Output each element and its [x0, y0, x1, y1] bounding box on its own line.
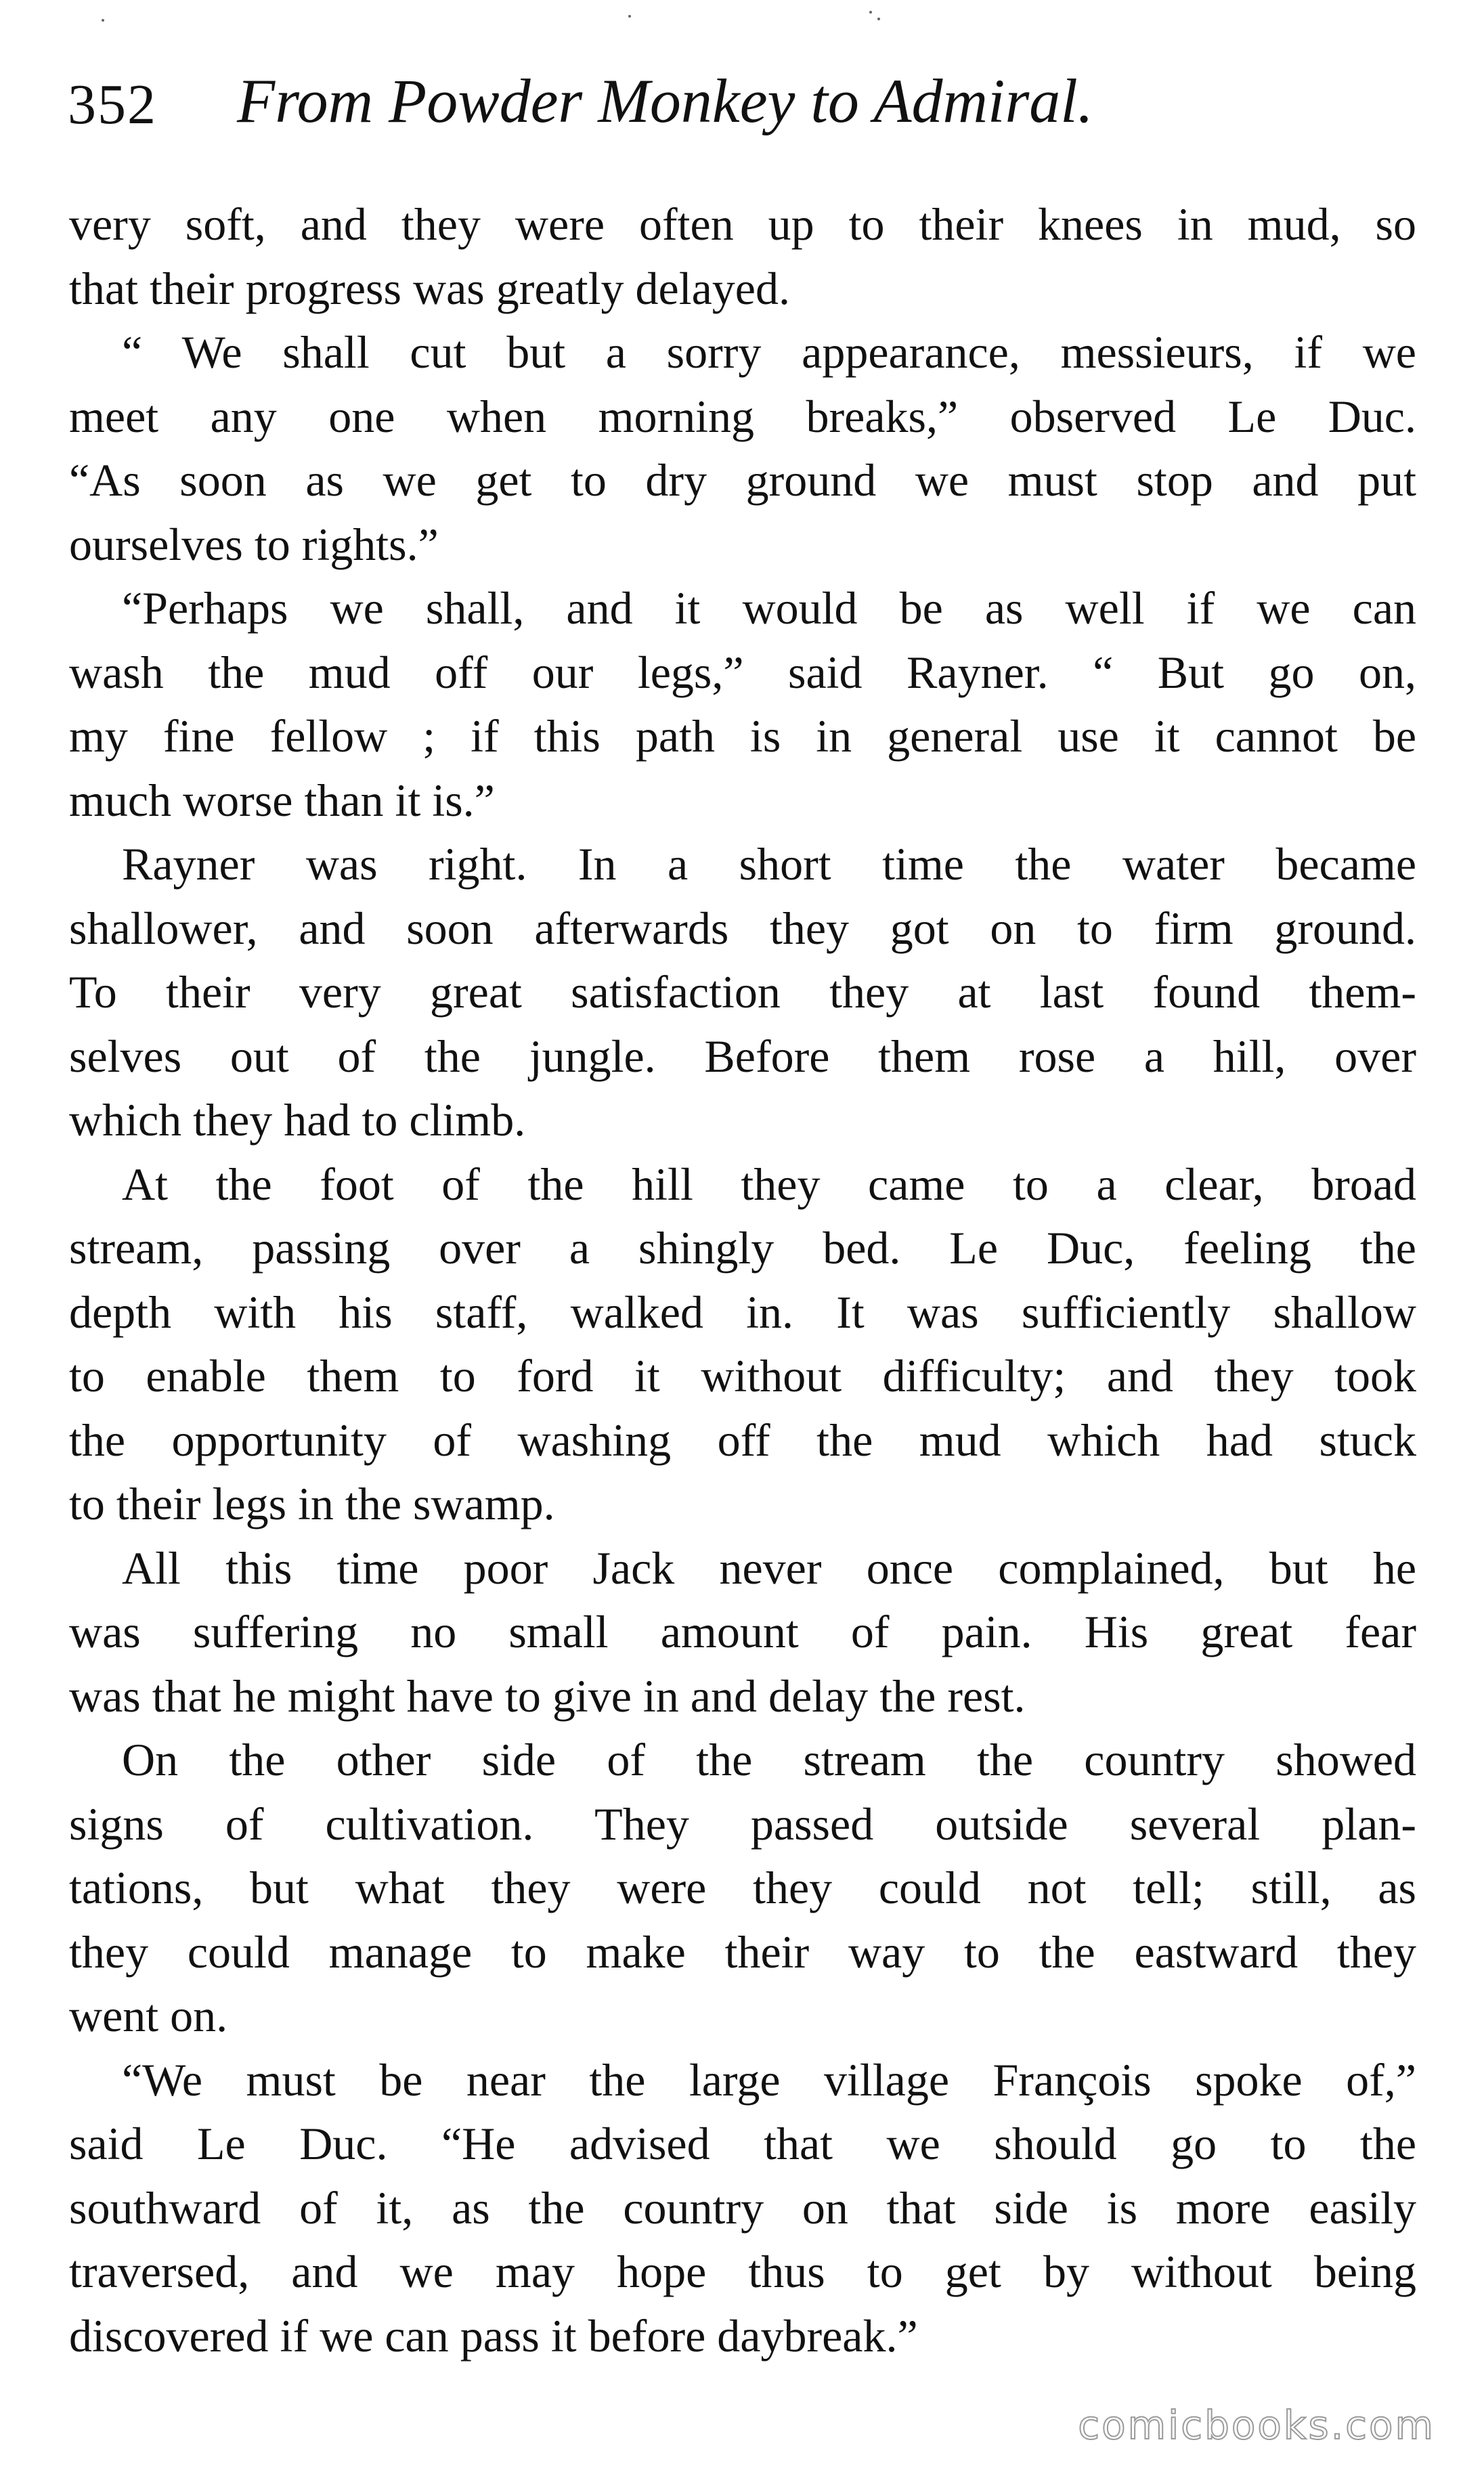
text-line: was that he might have to give in and delay the rest.: [69, 1670, 1026, 1722]
text-line: stream, passing over a shingly bed. Le Duc, feeling the: [69, 1222, 1416, 1274]
text-line: said Le Duc. “He advised that we should go to the: [69, 2118, 1416, 2169]
text-line: much worse than it is.”: [69, 774, 495, 826]
text-line: “As soon as we get to dry ground we must stop and put: [69, 454, 1416, 506]
text-line: On the other side of the stream the country showed: [122, 1734, 1416, 1785]
text-line: which they had to climb.: [69, 1094, 526, 1146]
text-line: Rayner was right. In a short time the water became: [122, 838, 1416, 890]
text-line: tations, but what they were they could not tell; still, as: [69, 1862, 1416, 1913]
text-line: my fine fellow ; if this path is in general use it cannot be: [69, 710, 1416, 762]
text-line: All this time poor Jack never once complained, but he: [122, 1542, 1416, 1594]
text-line: selves out of the jungle. Before them rose a hill, over: [69, 1030, 1416, 1082]
text-line: depth with his staff, walked in. It was sufficiently shallow: [69, 1286, 1416, 1338]
text-line: was suffering no small amount of pain. His great fear: [69, 1606, 1416, 1657]
text-line: very soft, and they were often up to their knees in mud, so: [69, 198, 1416, 250]
text-line: to enable them to ford it without difficulty; and they took: [69, 1350, 1416, 1401]
text-line: discovered if we can pass it before daybreak.”: [69, 2309, 918, 2362]
text-line: went on.: [69, 1990, 228, 2041]
text-line: southward of it, as the country on that side is more easily: [69, 2181, 1416, 2234]
text-line: to their legs in the swamp.: [69, 1478, 555, 1529]
print-speck: [628, 15, 631, 18]
text-line: “ We shall cut but a sorry appearance, messieurs, if we: [122, 326, 1416, 378]
running-title: From Powder Monkey to Admiral.: [237, 66, 1093, 135]
watermark: comicbooks.com: [1078, 2402, 1435, 2448]
text-line: signs of cultivation. They passed outside several plan-: [69, 1798, 1416, 1850]
print-speck: [877, 18, 880, 20]
text-line: At the foot of the hill they came to a clear, broad: [122, 1158, 1416, 1210]
text-line: they could manage to make their way to the eastward they: [69, 1926, 1416, 1978]
text-line: To their very great satisfaction they at last found them-: [69, 966, 1416, 1018]
page-header: [68, 47, 1422, 149]
text-line: traversed, and we may hope thus to get by without being: [69, 2246, 1416, 2297]
text-line: ourselves to rights.”: [69, 518, 439, 570]
text-line: wash the mud off our legs,” said Rayner. “ But go on,: [69, 646, 1416, 698]
body-text: [69, 192, 1416, 2362]
text-line: shallower, and soon afterwards they got on to firm ground.: [69, 902, 1416, 954]
text-line: “Perhaps we shall, and it would be as well if we can: [122, 582, 1416, 634]
text-line: that their progress was greatly delayed.: [69, 262, 790, 314]
text-line: the opportunity of washing off the mud which had stuck: [69, 1414, 1416, 1466]
text-line: “We must be near the large village François spoke of,”: [122, 2053, 1416, 2106]
print-speck: [102, 19, 104, 22]
page-number: 352: [68, 73, 157, 136]
print-speck: [869, 11, 872, 14]
text-line: meet any one when morning breaks,” observed Le Duc.: [69, 390, 1416, 442]
